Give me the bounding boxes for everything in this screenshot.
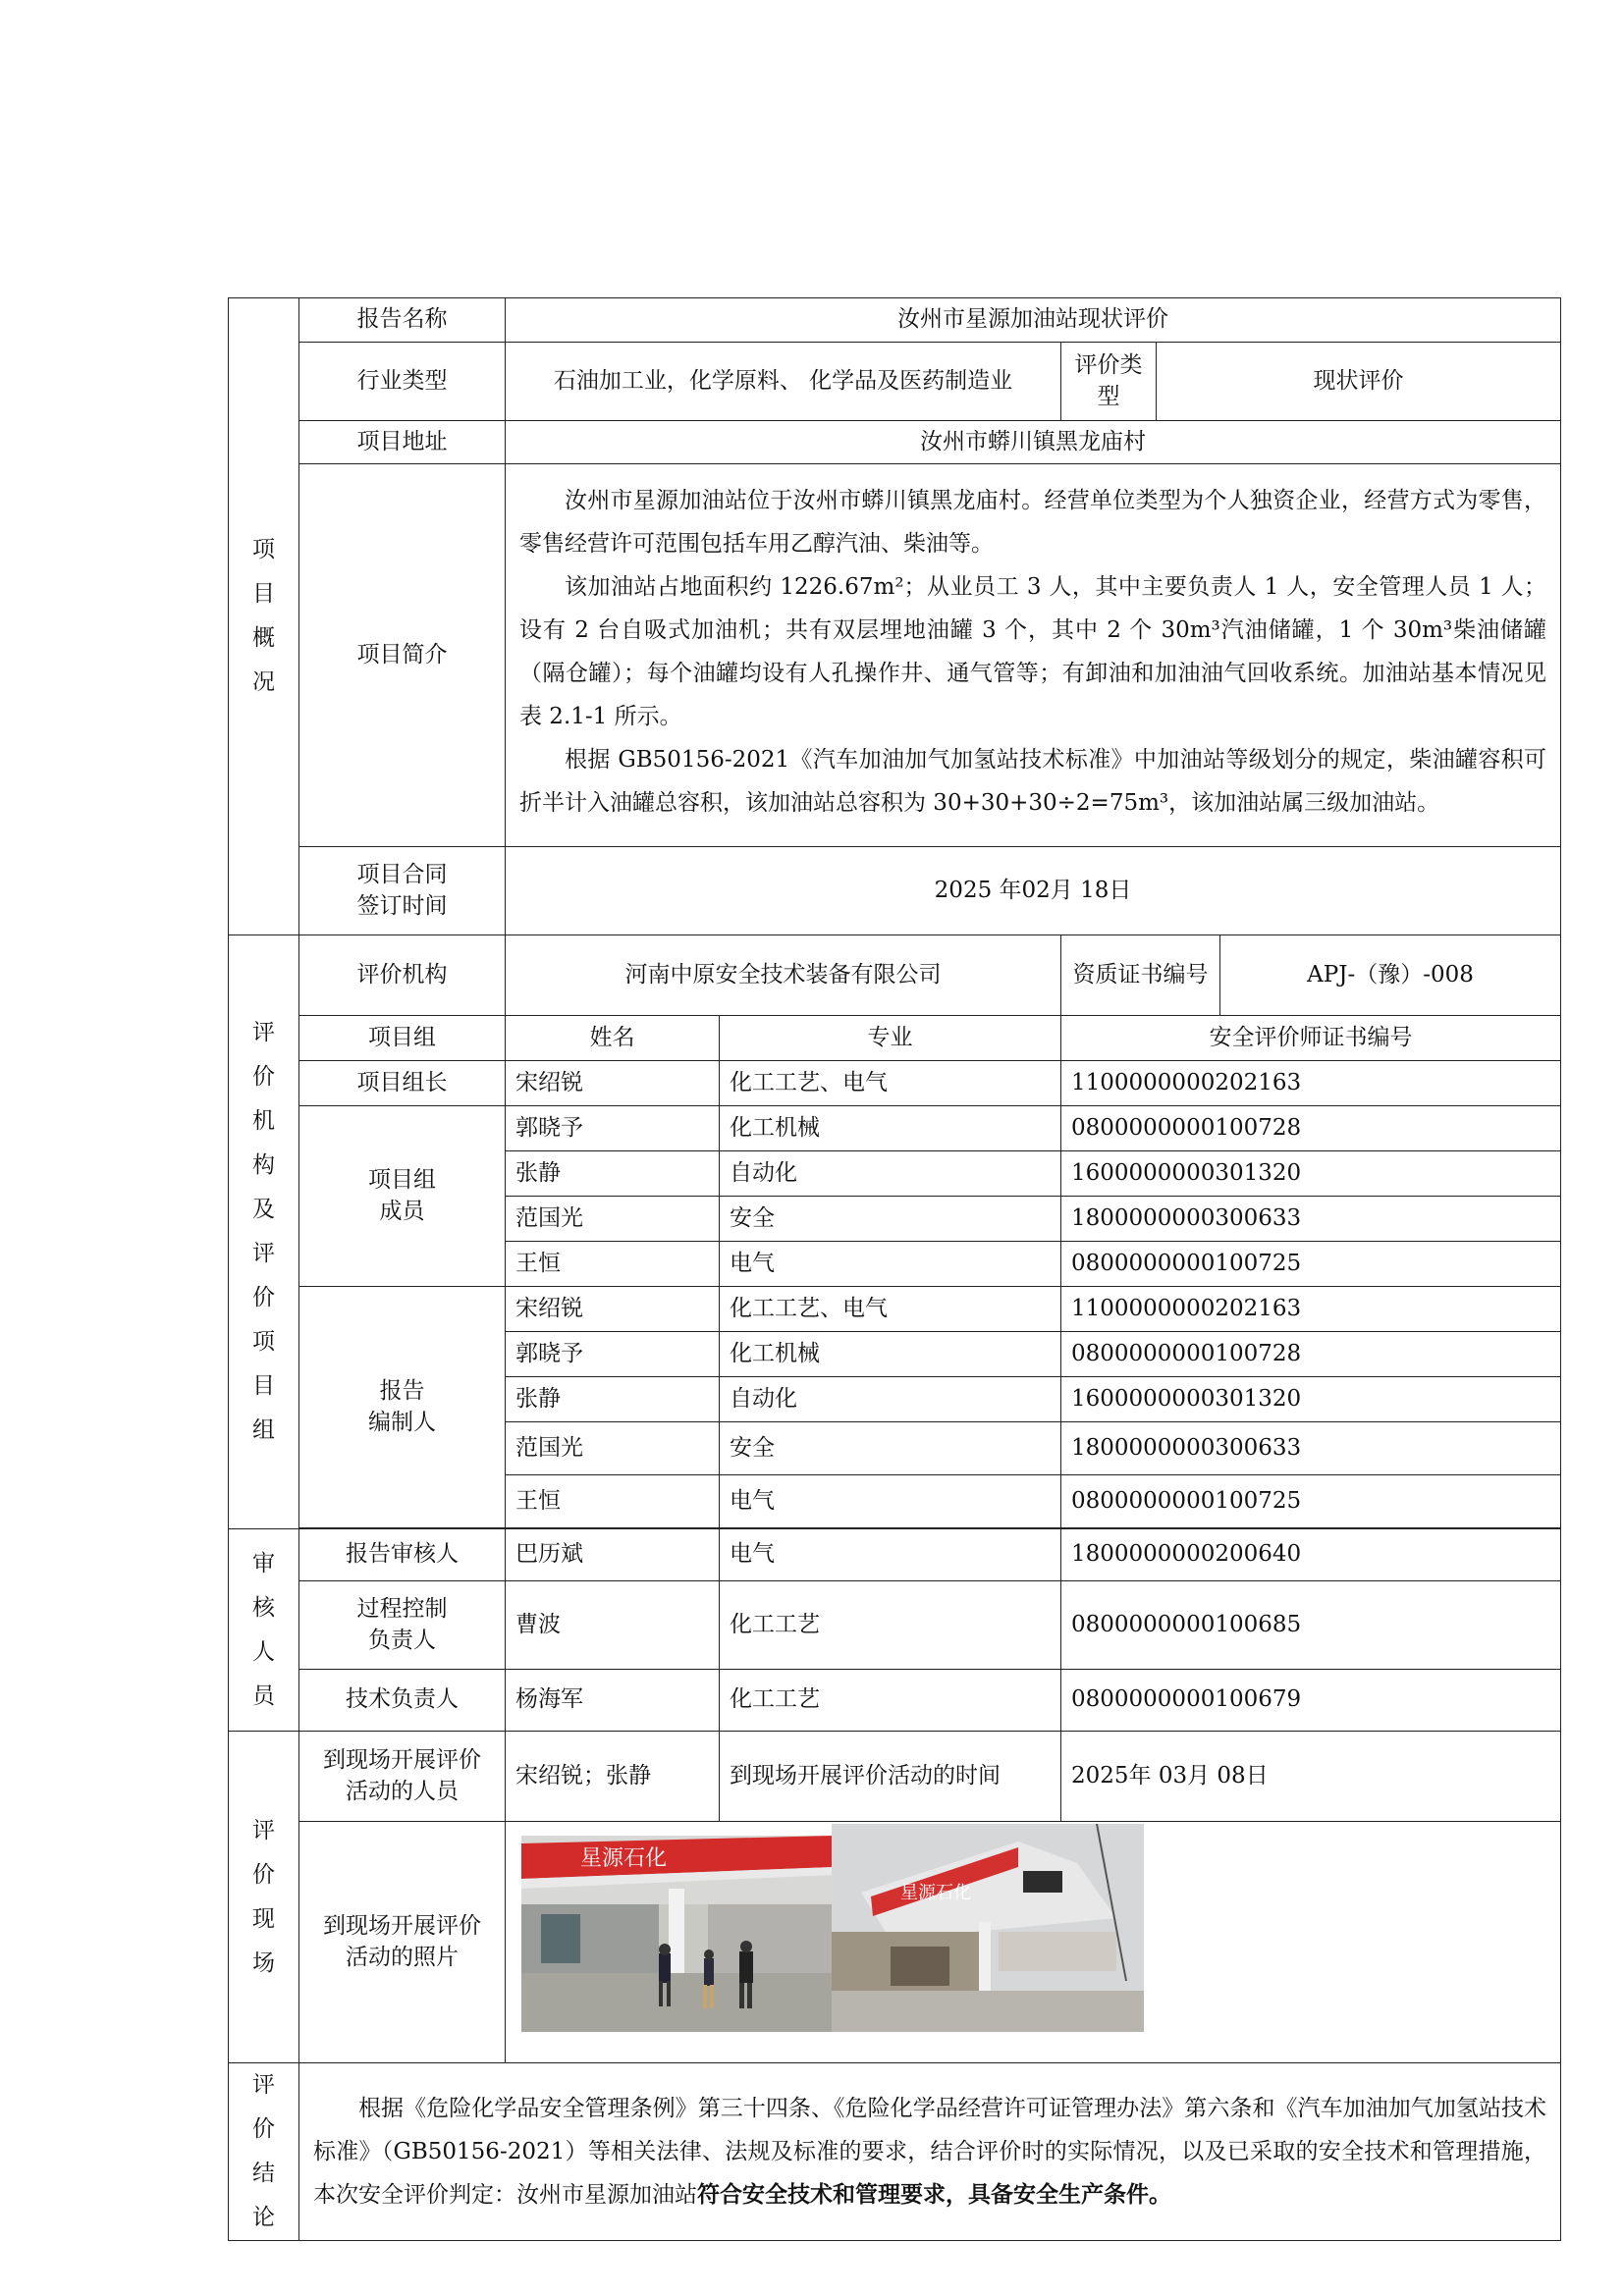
site-photo-2 (832, 1824, 1144, 2032)
member-cert: 1800000000300633 (1061, 1197, 1561, 1242)
authors-label: 报告 编制人 (299, 1287, 506, 1528)
header-cert: 安全评价师证书编号 (1061, 1016, 1561, 1061)
contract-date: 2025 年02月 18日 (506, 847, 1561, 935)
process-cert: 0800000000100685 (1061, 1581, 1561, 1670)
author-name: 范国光 (506, 1422, 720, 1475)
reviewer-name: 巴历斌 (506, 1529, 720, 1581)
intro-paragraph: 根据 GB50156-2021《汽车加油加气加氢站技术标准》中加油站等级划分的规定，柴油罐容积可折半计入油罐总容积，该加油站总容积为 30+30+30÷2=75m³，该加油站属三级加油站。 (519, 746, 1547, 816)
header-group: 项目组 (299, 1016, 506, 1061)
reviewer-label: 报告审核人 (299, 1529, 506, 1581)
eval-type-label: 评价类型 (1061, 343, 1157, 421)
tech-cert: 0800000000100679 (1061, 1670, 1561, 1732)
reviewer-major: 电气 (720, 1529, 1061, 1581)
report-table (228, 297, 1561, 2241)
author-major: 自动化 (720, 1377, 1061, 1422)
svg-text:星源石化: 星源石化 (580, 1846, 668, 1871)
tech-major: 化工工艺 (720, 1670, 1061, 1732)
member-name: 张静 (506, 1151, 720, 1197)
address-value: 汝州市蟒川镇黑龙庙村 (506, 421, 1561, 464)
member-cert: 0800000000100725 (1061, 1242, 1561, 1287)
contract-label: 项目合同 签订时间 (299, 847, 506, 935)
member-major: 化工机械 (720, 1106, 1061, 1151)
report-name: 汝州市星源加油站现状评价 (506, 298, 1561, 343)
cert-number: APJ-（豫）-008 (1220, 935, 1561, 1016)
tech-label: 技术负责人 (299, 1670, 506, 1732)
member-major: 电气 (720, 1242, 1061, 1287)
leader-major: 化工工艺、电气 (720, 1061, 1061, 1106)
report-name-label: 报告名称 (299, 298, 506, 343)
industry-value: 石油加工业，化学原料、 化学品及医药制造业 (506, 343, 1061, 421)
table-row (229, 1106, 1561, 1151)
members-label: 项目组 成员 (299, 1106, 506, 1287)
author-cert: 1600000000301320 (1061, 1377, 1561, 1422)
author-major: 电气 (720, 1475, 1061, 1528)
author-name: 王恒 (506, 1475, 720, 1528)
author-name: 宋绍锐 (506, 1287, 720, 1332)
author-name: 张静 (506, 1377, 720, 1422)
author-major: 化工机械 (720, 1332, 1061, 1377)
conclusion-text: 根据《危险化学品安全管理条例》第三十四条、《危险化学品经营许可证管理办法》第六条和《汽车加油加气加氢站技术标准》（GB50156-2021）等相关法律、法规及标准的要求，结合评价时的实际情况，以及已采取的安全技术和管理措施，本次安全评价判定：汝州市星源加油站符合安全技术和管理要求，具备安全生产条件。 (299, 2063, 1561, 2241)
tech-name: 杨海军 (506, 1670, 720, 1732)
author-cert: 0800000000100728 (1061, 1332, 1561, 1377)
process-label: 过程控制 负责人 (299, 1581, 506, 1670)
conclusion-verdict: 符合安全技术和管理要求，具备安全生产条件。 (697, 2181, 1171, 2208)
svg-text:星源石化: 星源石化 (900, 1883, 971, 1903)
site-photos (506, 1822, 1561, 2063)
header-major: 专业 (720, 1016, 1061, 1061)
header-name: 姓名 (506, 1016, 720, 1061)
agency-label: 评价机构 (299, 935, 506, 1016)
site-time: 2025年 03月 08日 (1061, 1732, 1561, 1822)
member-name: 范国光 (506, 1197, 720, 1242)
member-cert: 1600000000301320 (1061, 1151, 1561, 1197)
eval-type-value: 现状评价 (1157, 343, 1561, 421)
site-time-label: 到现场开展评价活动的时间 (720, 1732, 1061, 1822)
site-section-label: 评 价 现 场 (229, 1732, 299, 2063)
member-cert: 0800000000100728 (1061, 1106, 1561, 1151)
member-name: 郭晓予 (506, 1106, 720, 1151)
address-label: 项目地址 (299, 421, 506, 464)
member-name: 王恒 (506, 1242, 720, 1287)
site-photos-label: 到现场开展评价 活动的照片 (299, 1822, 506, 2063)
cert-label: 资质证书编号 (1061, 935, 1220, 1016)
table-row (229, 1287, 1561, 1332)
reviewer-cert: 1800000000200640 (1061, 1529, 1561, 1581)
author-cert: 1800000000300633 (1061, 1422, 1561, 1475)
author-major: 安全 (720, 1422, 1061, 1475)
leader-cert: 1100000000202163 (1061, 1061, 1561, 1106)
agency-name: 河南中原安全技术装备有限公司 (506, 935, 1061, 1016)
project-intro (506, 464, 1561, 847)
leader-label: 项目组长 (299, 1061, 506, 1106)
industry-label: 行业类型 (299, 343, 506, 421)
site-persons-label: 到现场开展评价 活动的人员 (299, 1732, 506, 1822)
author-cert: 1100000000202163 (1061, 1287, 1561, 1332)
site-persons: 宋绍锐；张静 (506, 1732, 720, 1822)
intro-label: 项目简介 (299, 464, 506, 847)
author-cert: 0800000000100725 (1061, 1475, 1561, 1528)
intro-paragraph: 汝州市星源加油站位于汝州市蟒川镇黑龙庙村。经营单位类型为个人独资企业，经营方式为零售，零售经营许可范围包括车用乙醇汽油、柴油等。 (519, 487, 1547, 557)
process-name: 曹波 (506, 1581, 720, 1670)
member-major: 自动化 (720, 1151, 1061, 1197)
org-section-label: 评 价 机 构 及 评 价 项 目 组 (229, 935, 299, 1529)
intro-paragraph: 该加油站占地面积约 1226.67m²；从业员工 3 人，其中主要负责人 1 人，安全管理人员 1 人；设有 2 台自吸式加油机；共有双层埋地油罐 3 个，其中 2 个 30m³汽油储罐，1 个 30m³柴油储罐（隔仓罐）；每个油罐均设有人孔操作井、通气管等；有卸油和加油油气回收系统。加油站基本情况见表 2.1-1 所示。 (519, 573, 1547, 729)
leader-name: 宋绍锐 (506, 1061, 720, 1106)
member-major: 安全 (720, 1197, 1061, 1242)
conclusion-section-label: 评 价 结 论 (229, 2063, 299, 2241)
site-photo-1 (521, 1836, 834, 2032)
author-major: 化工工艺、电气 (720, 1287, 1061, 1332)
review-section-label: 审 核 人 员 (229, 1529, 299, 1732)
overview-section-label: 项 目 概 况 (229, 298, 299, 935)
process-major: 化工工艺 (720, 1581, 1061, 1670)
author-name: 郭晓予 (506, 1332, 720, 1377)
